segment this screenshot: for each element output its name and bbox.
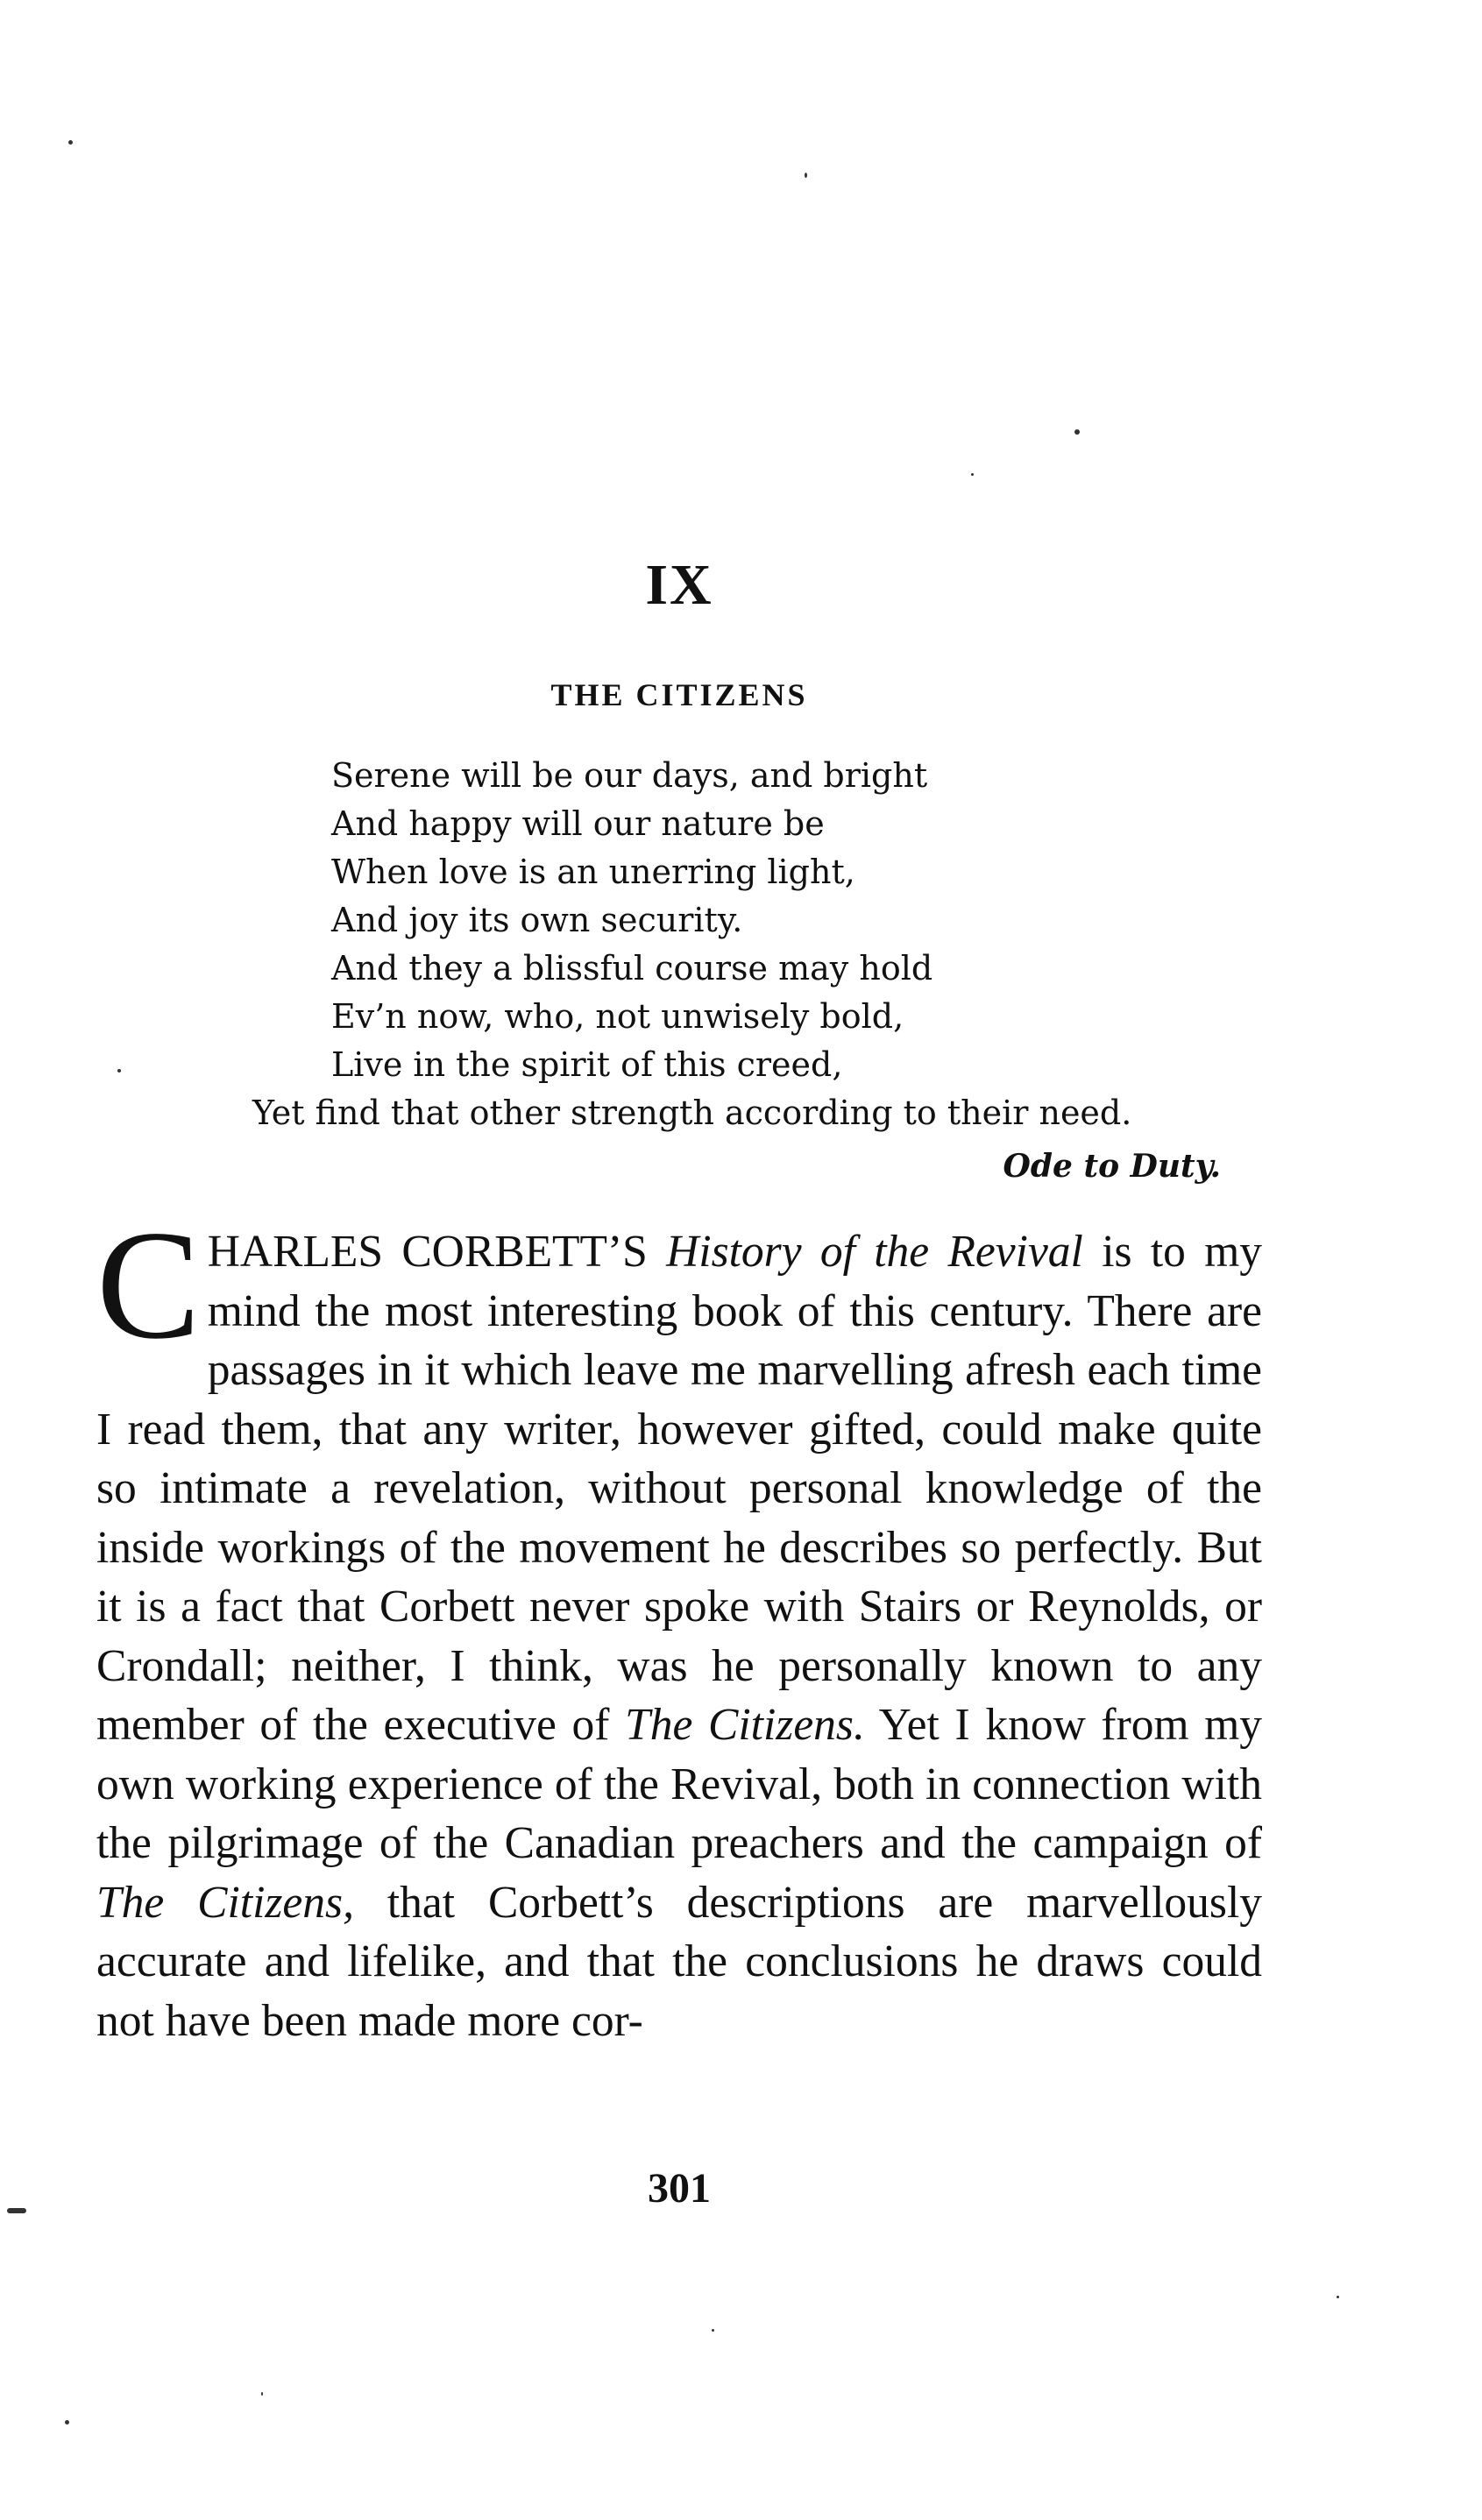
- page-number: 301: [648, 2165, 711, 2212]
- organization-name: The Citizens,: [96, 1877, 354, 1928]
- scan-speck: [117, 1069, 121, 1072]
- chapter-number: IX: [645, 553, 713, 617]
- chapter-title: THE CITIZENS: [550, 677, 808, 712]
- epigraph-line: When love is an unerring light,: [331, 853, 855, 891]
- epigraph-line: And they a blissful course may hold: [331, 949, 933, 987]
- scan-speck: [712, 2329, 714, 2332]
- epigraph-line: And joy its own security.: [331, 901, 743, 939]
- drop-cap: C: [96, 1198, 201, 1371]
- organization-name: The Citizens.: [625, 1700, 865, 1750]
- epigraph-line: And happy will our nature be: [331, 804, 825, 843]
- book-title: History of the Revival: [666, 1227, 1083, 1277]
- scan-speck: [805, 173, 807, 178]
- scan-speck: [261, 2392, 263, 2396]
- chapter-body: [96, 1198, 1263, 2050]
- epigraph-line: Live in the spirit of this creed,: [331, 1045, 843, 1084]
- epigraph-line: Yet find that other strength according to their need.: [252, 1094, 1132, 1132]
- body-text-segment: Yet I know from my own working experience of the Revival, both in connection with the pilgrimage of the Canadian preachers and the campaign of: [96, 1700, 1263, 1868]
- body-text-segment: that Corbett’s descriptions are marvellously accurate and lifelike, and that the conclusions he draws could not have been made more cor-: [96, 1877, 1263, 2046]
- body-text-segment: is to my mind the most interesting book of this century. There are passages in it which leave me marvelling afresh each time I read them, that any writer, however gifted, could make quite so intimate a revelation, without personal knowledge of the inside workings of the movement he describes so perfectly. But it is a fact that Corbett never spoke with Stairs or Reynolds, or Crondall; neither, I think, was he personally known to any member of the executive of: [96, 1227, 1263, 1750]
- epigraph-poem: [252, 752, 1234, 1137]
- epigraph-line: Serene will be our days, and bright: [331, 756, 928, 795]
- epigraph-attribution: Ode to Duty.: [1003, 1148, 1221, 1185]
- epigraph-line: Ev’n now, who, not unwisely bold,: [331, 997, 904, 1036]
- scan-speck: [7, 2208, 26, 2213]
- scan-speck: [68, 140, 73, 145]
- body-paragraph: [96, 1198, 1263, 2050]
- scan-speck: [971, 473, 974, 476]
- opening-caps: HARLES CORBETT’S: [207, 1227, 648, 1277]
- scan-speck: [1074, 429, 1080, 435]
- scan-speck: [1337, 2296, 1339, 2298]
- scan-speck: [65, 2420, 69, 2424]
